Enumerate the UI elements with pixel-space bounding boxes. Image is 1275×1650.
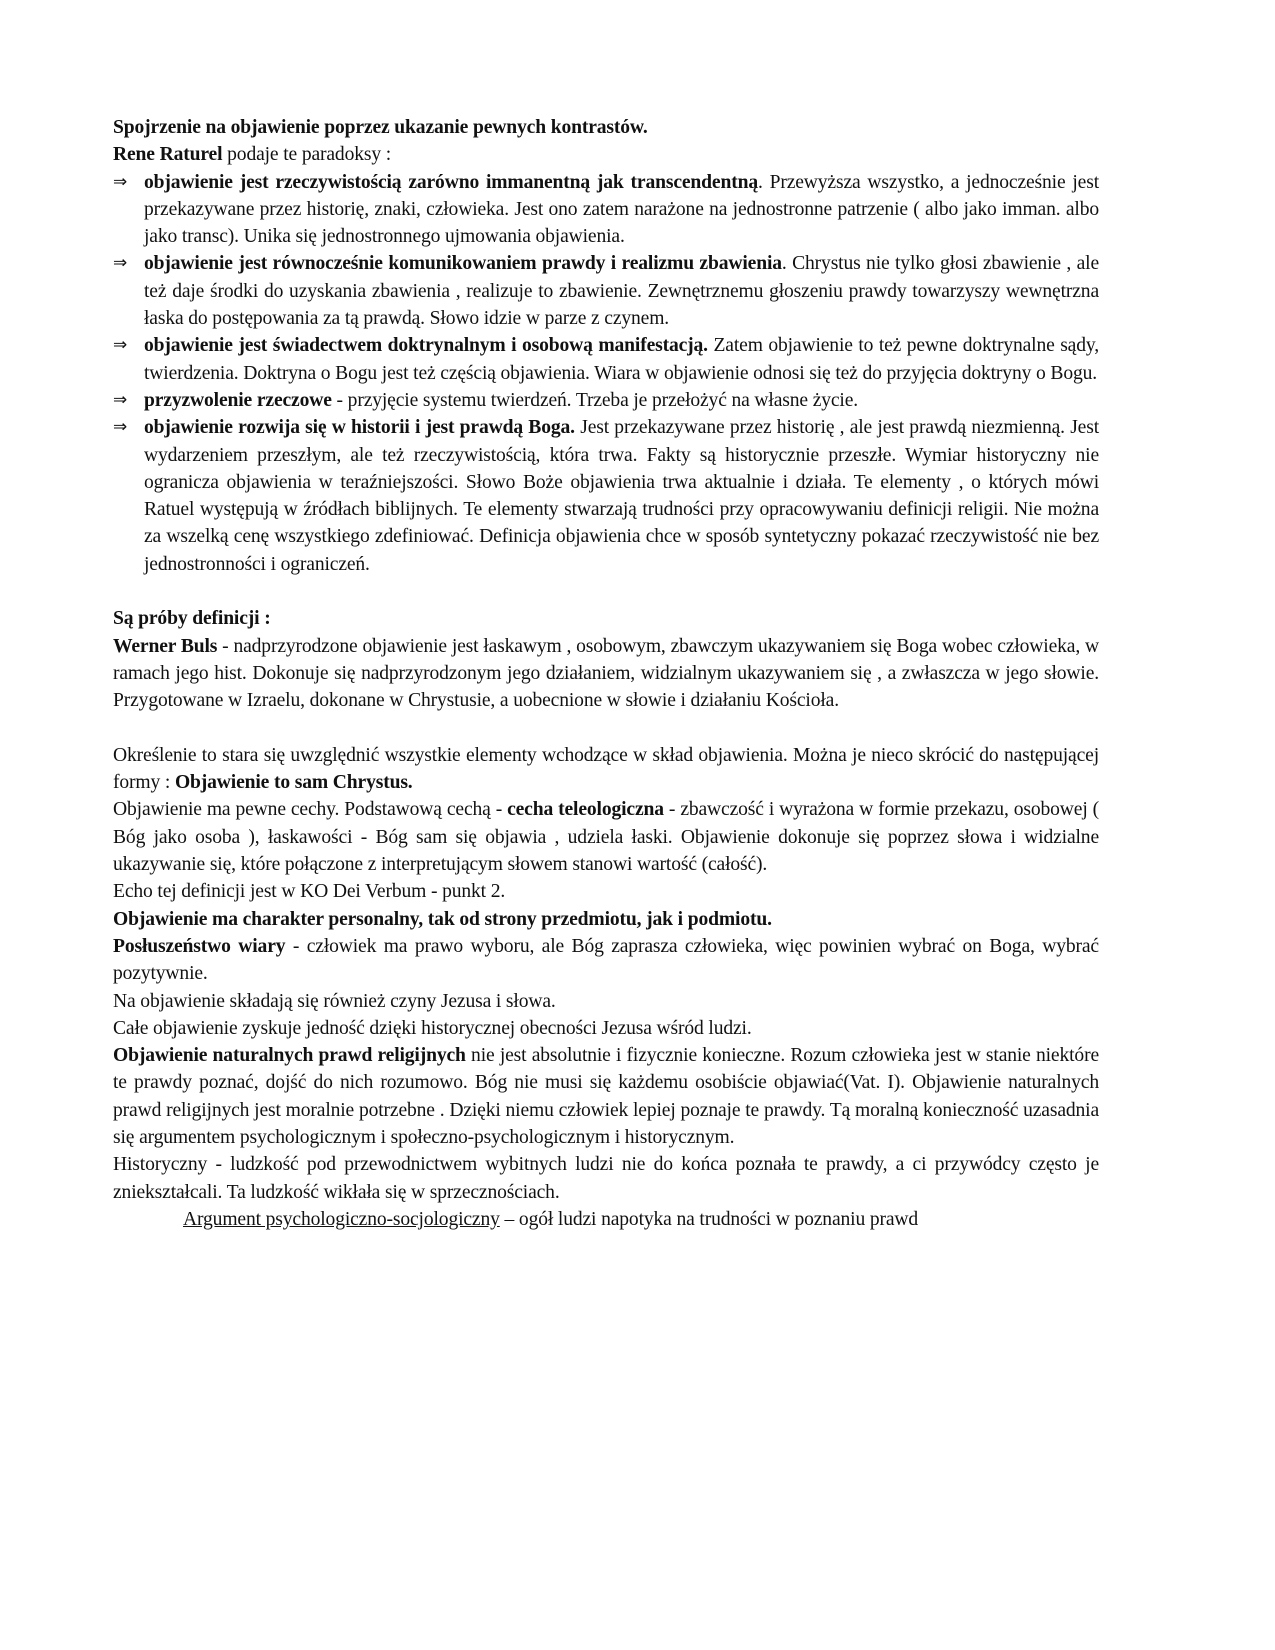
paragraph bbox=[113, 605, 1099, 632]
bold-text: Werner Buls bbox=[113, 635, 218, 657]
bullet-item bbox=[113, 387, 1099, 414]
text-run: Echo tej definicji jest w KO Dei Verbum - punkt 2. bbox=[113, 881, 506, 903]
paragraph bbox=[113, 1206, 1099, 1233]
text-run: - człowiek ma prawo wyboru, ale Bóg zaprasza człowieka, więc powinien wybrać on Boga, wybrać pozytywnie. bbox=[113, 935, 1099, 985]
paragraph bbox=[113, 1042, 1099, 1151]
arrow-bullet-icon: ⇒ bbox=[113, 253, 128, 274]
bold-text: Objawienie to sam Chrystus. bbox=[174, 772, 413, 794]
text-run: nie jest absolutnie i fizycznie konieczne. Rozum człowieka jest w stanie niektóre te prawdy poznać, dojść do nich rozumowo. Bóg nie musi się każdemu osobiście objawiać(Vat. I). Objawienie naturalnych prawd religijnych jest moralnie potrzebne . Dzięki niemu człowiek lepiej poznaje te prawdy. Tą moralną konieczność uzasadnia się argumentem psychologicznym i społeczno-psychologicznym i historycznym. bbox=[113, 1045, 1099, 1148]
text-run: Całe objawienie zyskuje jedność dzięki historycznej obecności Jezusa wśród ludzi. bbox=[113, 1017, 752, 1039]
arrow-bullet-icon: ⇒ bbox=[113, 171, 128, 192]
text-run: - nadprzyrodzone objawienie jest łaskawym , osobowym, zbawczym ukazywaniem się Boga wobec człowieka, w ramach jego hist. Dokonuje się nadprzyrodzonym jego działaniem, widzialnym ukazywaniem się , a zwłaszcza w jego słowie. Przygotowane w Izraelu, dokonane w Chrystusie, a uobecnione w słowie i działaniu Kościoła. bbox=[113, 635, 1099, 712]
bold-text: Posłuszeństwo wiary bbox=[113, 935, 286, 957]
text-run: - zbawczość i wyrażona w formie przekazu, osobowej ( Bóg jako osoba ), łaskawości - Bóg sam się objawia , udziela łaski. Objawienie dokonuje się poprzez słowa i widzialne ukazywanie się, które połączone z interpretującym słowem stanowi wartość (całość). bbox=[113, 799, 1100, 876]
text-run: Jest przekazywane przez historię , ale jest prawdą niezmienną. Jest wydarzeniem przeszłym, ale też rzeczywistością, która trwa. Fakty są historycznie przeszłe. Wymiar historyczny nie ogranicza objawienia w teraźniejszości. Słowo Boże objawienia trwa aktualnie i działa. Te elementy , o których mówi Ratuel występują w źródłach biblijnych. Te elementy stwarzają trudności przy opracowywaniu definicji religii. Nie można za wszelką cenę wszystkiego zdefiniować. Definicja objawienia chce w sposób syntetyczny pokazać rzeczywistość nie bez jednostronności i ograniczeń. bbox=[144, 417, 1100, 575]
paragraph bbox=[113, 906, 1099, 933]
paragraph bbox=[113, 933, 1099, 988]
text-run: Objawienie ma pewne cechy. Podstawową cechą - bbox=[113, 799, 508, 821]
paragraph bbox=[113, 633, 1099, 715]
arrow-bullet-icon: ⇒ bbox=[113, 335, 128, 356]
paragraph bbox=[113, 1151, 1099, 1206]
underlined-text: Argument psychologiczno-socjologiczny bbox=[183, 1208, 500, 1230]
text-run: Na objawienie składają się również czyny Jezusa i słowa. bbox=[113, 990, 556, 1012]
bullet-item bbox=[113, 414, 1099, 578]
bold-text: Są próby definicji : bbox=[113, 608, 271, 630]
bullet-item bbox=[113, 332, 1099, 387]
text-run: – ogół ludzi napotyka na trudności w poznaniu prawd bbox=[499, 1208, 919, 1230]
blank-line bbox=[113, 715, 1099, 742]
blank-line bbox=[113, 578, 1099, 605]
bold-text: objawienie rozwija się w historii i jest prawdą Boga. bbox=[144, 417, 575, 439]
paragraph bbox=[113, 141, 1099, 168]
paragraph bbox=[113, 1015, 1099, 1042]
bullet-item bbox=[113, 250, 1099, 332]
text-run: Określenie to stara się uwzględnić wszystkie elementy wchodzące w skład objawienia. Można je nieco skrócić do następującej formy : bbox=[113, 744, 1099, 794]
text-run: Historyczny - ludzkość pod przewodnictwem wybitnych ludzi nie do końca poznała te prawdy, a ci przywódcy często je zniekształcali. Ta ludzkość wikłała się w sprzecznościach. bbox=[113, 1154, 1099, 1203]
text-run: Zatem objawienie to też pewne doktrynalne sądy, twierdzenia. Doktryna o Bogu jest też częścią objawienia. Wiara w objawienie odnosi się też do przyjęcia doktryny o Bogu. bbox=[144, 335, 1099, 384]
document-page bbox=[113, 114, 1099, 1233]
paragraph bbox=[113, 114, 1099, 141]
bold-text: Objawienie naturalnych prawd religijnych bbox=[113, 1045, 466, 1067]
text-run: . Przewyższa wszystko, a jednocześnie jest przekazywane przez historię, znaki, człowieka. Jest ono zatem narażone na jednostronne patrzenie ( albo jako imman. albo jako transc). Unika się jednostronnego ujmowania objawienia. bbox=[144, 171, 1099, 248]
bold-text: cecha teleologiczna bbox=[507, 799, 664, 821]
text-run: . Chrystus nie tylko głosi zbawienie , ale też daje środki do uzyskania zbawienia , realizuje to zbawienie. Zewnętrznemu głoszeniu prawdy towarzyszy wewnętrzna łaska do postępowania za tą prawdą. Słowo idzie w parze z czynem. bbox=[144, 253, 1099, 330]
bold-text: Objawienie ma charakter personalny, tak od strony przedmiotu, jak i podmiotu. bbox=[113, 908, 772, 930]
bullet-item bbox=[113, 169, 1099, 251]
paragraph bbox=[113, 988, 1099, 1015]
paragraph bbox=[113, 796, 1099, 878]
bold-text: przyzwolenie rzeczowe bbox=[144, 389, 332, 411]
bold-text: Rene Raturel bbox=[113, 144, 223, 166]
text-run: - przyjęcie systemu twierdzeń. Trzeba je przełożyć na własne życie. bbox=[331, 389, 859, 411]
bold-text: objawienie jest świadectwem doktrynalnym i osobową manifestacją. bbox=[144, 335, 708, 357]
arrow-bullet-icon: ⇒ bbox=[113, 417, 128, 438]
paragraph bbox=[113, 742, 1099, 797]
bold-text: objawienie jest równocześnie komunikowaniem prawdy i realizmu zbawienia bbox=[144, 253, 782, 275]
arrow-bullet-icon: ⇒ bbox=[113, 389, 128, 410]
bold-text: Spojrzenie na objawienie poprzez ukazanie pewnych kontrastów. bbox=[113, 117, 648, 138]
text-run: podaje te paradoksy : bbox=[222, 144, 392, 166]
bold-text: objawienie jest rzeczywistością zarówno immanentną jak transcendentną bbox=[144, 171, 758, 193]
paragraph bbox=[113, 878, 1099, 905]
